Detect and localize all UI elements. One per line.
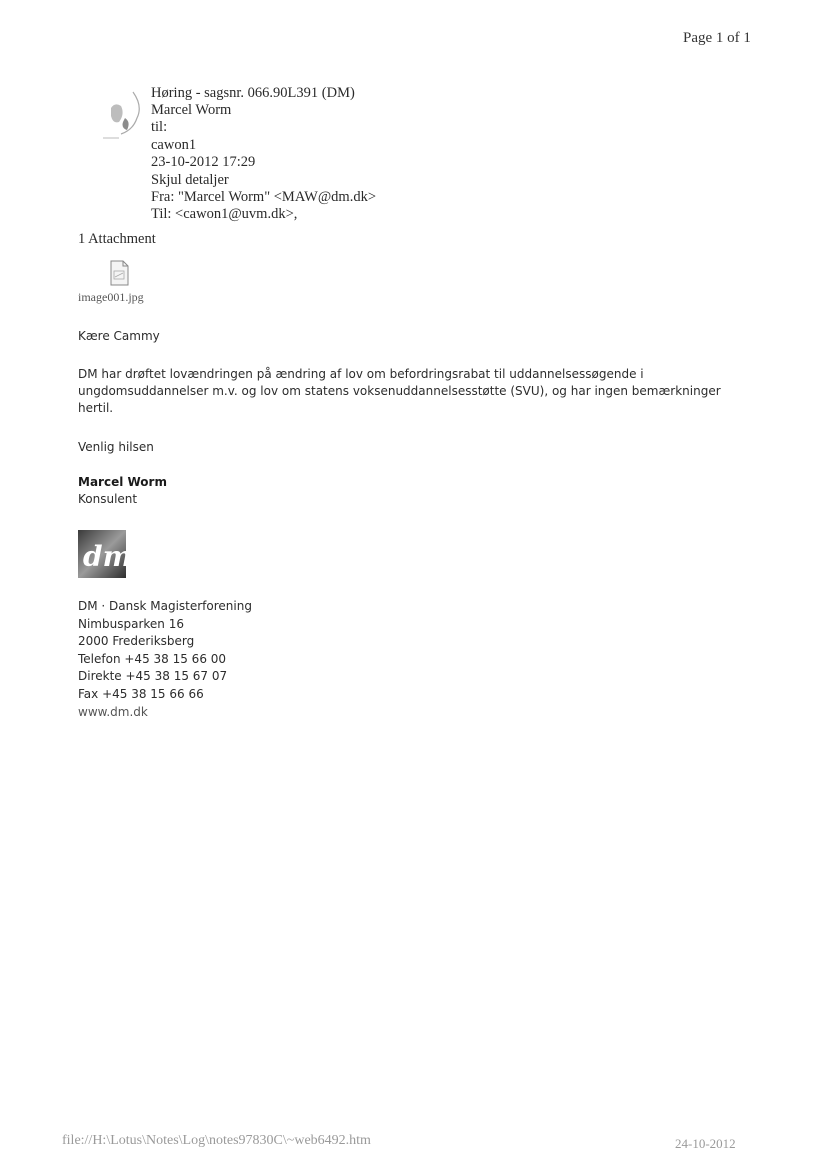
paragraph-line: hertil. bbox=[78, 401, 114, 415]
page-number: Page 1 of 1 bbox=[683, 30, 751, 46]
email-datetime: 23-10-2012 17:29 bbox=[151, 154, 256, 170]
signature-name: Marcel Worm bbox=[78, 475, 167, 489]
org-name: DM · Dansk Magisterforening bbox=[78, 599, 252, 613]
org-phone: Telefon +45 38 15 66 00 bbox=[78, 651, 227, 666]
signature-title: Konsulent bbox=[78, 492, 138, 506]
org-website-link[interactable]: www.dm.dk bbox=[78, 704, 148, 719]
svg-text:dm: dm bbox=[83, 540, 133, 573]
org-direct: Direkte +45 38 15 67 07 bbox=[78, 669, 228, 684]
attachment-file-name[interactable]: image001.jpg bbox=[78, 290, 144, 304]
footer-print-date: 24-10-2012 bbox=[675, 1136, 736, 1151]
from-line: Fra: "Marcel Worm" <MAW@dm.dk> bbox=[151, 189, 376, 205]
attachment-file-icon[interactable] bbox=[104, 258, 134, 288]
to-line: Til: <cawon1@uvm.dk>, bbox=[151, 206, 298, 222]
hide-details-link[interactable]: Skjul detaljer bbox=[151, 172, 229, 188]
paragraph-line: DM har drøftet lovændringen på ændring af lov om befordringsrabat til uddannelsessøgende i bbox=[78, 367, 644, 381]
body-paragraph bbox=[78, 366, 758, 417]
dm-logo-icon bbox=[78, 530, 133, 578]
paragraph-line: ungdomsuddannelser m.v. og lov om statens voksenuddannelsesstøtte (SVU), og har ingen bemærkninger bbox=[78, 384, 721, 398]
attachment-count: 1 Attachment bbox=[78, 231, 156, 247]
org-street: Nimbusparken 16 bbox=[78, 616, 184, 631]
org-fax: Fax +45 38 15 66 66 bbox=[78, 686, 204, 701]
recipient[interactable]: cawon1 bbox=[151, 137, 197, 153]
organization-block bbox=[78, 598, 252, 721]
org-city: 2000 Frederiksberg bbox=[78, 634, 195, 649]
closing: Venlig hilsen bbox=[78, 440, 154, 454]
email-subject: Høring - sagsnr. 066.90L391 (DM) bbox=[151, 85, 355, 101]
sender-avatar-icon bbox=[103, 88, 145, 142]
greeting: Kære Cammy bbox=[78, 329, 160, 343]
footer-file-path: file://H:\Lotus\Notes\Log\notes97830C\~web6492.htm bbox=[62, 1133, 371, 1148]
to-label: til: bbox=[151, 119, 168, 135]
sender-name[interactable]: Marcel Worm bbox=[151, 102, 232, 118]
